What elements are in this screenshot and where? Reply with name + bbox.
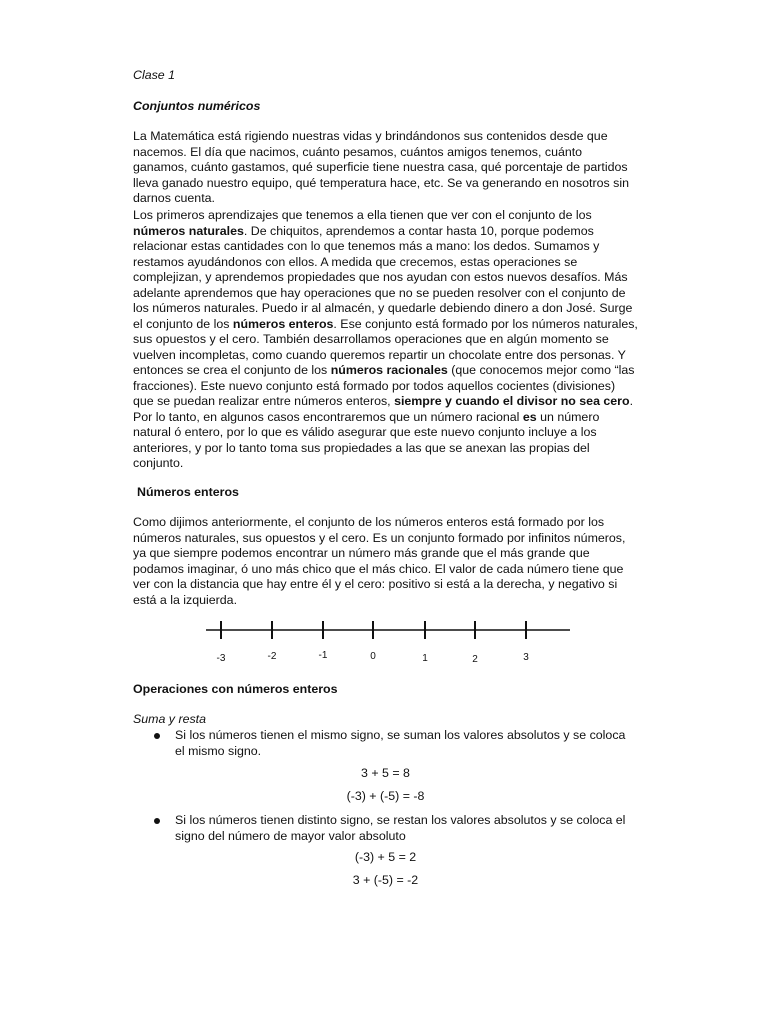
paragraph-intro: La Matemática está rigiendo nuestras vidas y brindándonos sus contenidos desde que nacemos. El día que nacimos, cuánto pesamos, cuántos amigos tenemos, cuánto ganamos, cuánto gastamos, qué superficie tiene nuestra casa, qué porcentaje de partidos lleva ganado nuestro equipo, qué temperatura hace, etc. Se va generando en nosotros sin darnos cuenta. — [133, 129, 629, 205]
number-line-label: -1 — [318, 650, 328, 661]
number-line-label: -2 — [267, 651, 277, 662]
class-label: Clase 1 — [133, 68, 176, 82]
number-line-label: 3 — [523, 652, 529, 663]
section-title-conjuntos: Conjuntos numéricos — [133, 99, 261, 113]
subtitle-suma-resta: Suma y resta — [133, 712, 206, 726]
equation-2: (-3) + (-5) = -8 — [346, 789, 425, 803]
equation-4: 3 + (-5) = -2 — [352, 873, 419, 887]
paragraph-enteros: Como dijimos anteriormente, el conjunto de los números enteros está formado por los números naturales, sus opuestos y el cero. Es un conjunto formado por infinitos números, ya que siempre podemos encontrar un número más grande que el más grande que podamos imaginar, ó uno más chico que el más chico. El valor de cada número tiene que ver con la distancia que hay entre él y el cero: positivo si está a la derecha, y negativo si está a la izquierda. — [133, 515, 626, 607]
equation-3: (-3) + 5 = 2 — [354, 850, 417, 864]
number-line-label: 2 — [472, 654, 478, 665]
paragraph-sets: Los primeros aprendizajes que tenemos a ella tienen que ver con el conjunto de los números naturales. De chiquitos, aprendemos a contar hasta 10, porque podemos relacionar estas cantidades con lo que tenemos más a mano: los dedos. Sumamos y restamos ayudándonos con ellos. A medida que crecemos, estas operaciones se complejizan, y aprendemos propiedades que nos ayudan con estos nuevos desafíos. Más adelante aprendemos que hay operaciones que no se pueden resolver con el conjunto de los números naturales. Puedo ir al almacén, y quedarle debiendo dinero a don José. Surge el conjunto de los números enteros. Ese conjunto está formado por los números naturales, sus opuestos y el cero. También desarrollamos operaciones que en algún momento se vuelven incompletas, como cuando queremos repartir un chocolate entre dos personas. Y entonces se crea el conjunto de los números racionales (que conocemos mejor como “las fracciones). Este nuevo conjunto está formado por todos aquellos cocientes (divisiones) que se puedan realizar entre números enteros, siempre y cuando el divisor no sea cero. Por lo tanto, en algunos casos encontraremos que un número racional es un número natural ó entero, por lo que es válido asegurar que este nuevo conjunto incluye a los anteriores, y por lo tanto toma sus propiedades a las que se anexan las propias del conjunto. — [133, 208, 638, 470]
bullet-dot — [154, 818, 160, 824]
equation-1: 3 + 5 = 8 — [361, 766, 410, 780]
number-line-label: 1 — [422, 653, 428, 664]
bullet-same-sign: Si los números tienen el mismo signo, se suman los valores absolutos y se coloca el mismo signo. — [175, 728, 626, 758]
bullet-dot — [154, 733, 160, 739]
section-title-enteros: Números enteros — [137, 485, 239, 499]
number-line-label: 0 — [370, 651, 376, 662]
bullet-different-sign: Si los números tienen distinto signo, se restan los valores absolutos y se coloca el signo del número de mayor valor absoluto — [175, 813, 626, 843]
section-title-operaciones: Operaciones con números enteros — [133, 682, 338, 696]
number-line-label: -3 — [216, 653, 226, 664]
